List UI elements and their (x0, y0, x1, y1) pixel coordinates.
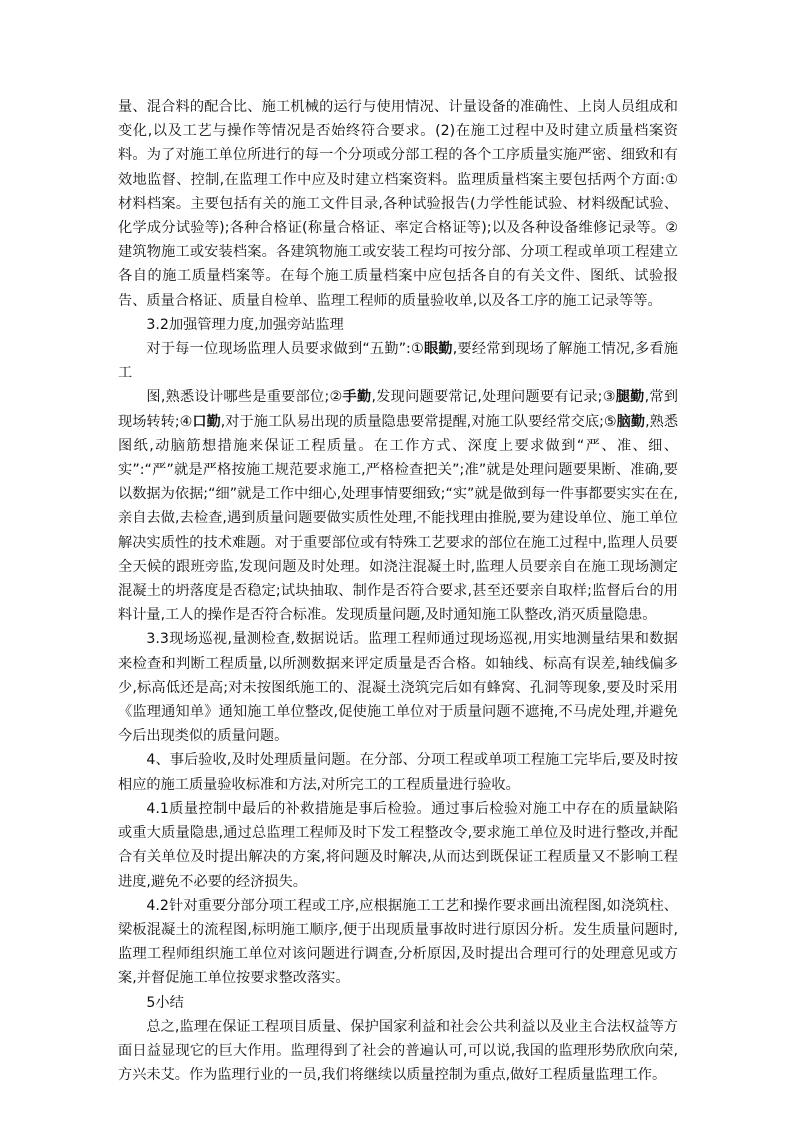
paragraph-five-diligences-detail (118, 385, 678, 627)
hand-diligence-term: 手勤 (342, 389, 372, 406)
paragraph-five-diligences-intro (118, 337, 678, 385)
five-diligences-text-1: 对于每一位现场监理人员要求做到“五勤”:① (146, 341, 424, 358)
paragraph-site-inspection: 3.3现场巡视,量测检查,数据说话。监理工程师通过现场巡视,用实地测量结果和数据来检查和判断工程质量,以所测数据来评定质量是否合格。如轴线、标高有误差,轴线偏多少,标高低还是高;对未按图纸施工的、混凝土浇筑完后如有蜂窝、孔洞等现象,要及时采用《监理通知单》通知施工单位整改,促使施工单位对于质量问题不遮掩,不马虎处理,并避免今后出现类似的质量问题。 (118, 631, 678, 745)
detail-text-4: ,对于施工队易出现的质量隐患要常提醒,对施工队要经常交底;⑤ (220, 413, 617, 430)
five-diligences-text-2: ,要经常到现场了解施工情况,多看施工 (118, 341, 678, 382)
paragraph-4-2-flowchart: 4.2针对重要分部分项工程或工序,应根据施工工艺和操作要求画出流程图,如浇筑柱、梁板混凝土的流程图,标明施工顺序,便于出现质量事故时进行原因分析。发生质量问题时,监理工程师组织施工单位对该问题进行调查,分析原因,及时提出合理可行的处理意见或方案,并督促施工单位按要求整改落实。 (118, 897, 678, 987)
detail-text-2: ,发现问题要常记,处理问题要有记录;③ (371, 389, 616, 406)
paragraph-post-acceptance: 4、事后验收,及时处理质量问题。在分部、分项工程或单项工程施工完毕后,要及时按相应的施工质量验收标准和方法,对所完工的工程质量进行验收。 (118, 752, 678, 793)
mouth-diligence-term: 口勤 (192, 413, 221, 430)
section-heading-summary: 5小结 (146, 994, 184, 1011)
leg-diligence-term: 腿勤 (615, 389, 645, 406)
detail-text-3: ,常到现场转转;④ (118, 389, 678, 430)
detail-text-5: ,熟悉图纸,动脑筋想措施来保证工程质量。在工作方式、深度上要求做到“严、准、细、实”:“严”就是严格按施工规范要求施工,严格检查把关”;准”就是处理问题要果断、准确,要以数据为依据;“细”就是工作中细心,处理事情要细致;“实”就是做到每一件事都要实实在在,亲自去做,去检查,遇到质量问题要做实质性处理,不能找理由推脱,要为建设单位、施工单位解决实质性的技术难题。对于重要部位或有特殊工艺要求的部位在施工过程中,监理人员要全天候的跟班旁监,发现问题及时处理。如浇注混凝土时,监理人员要亲自在施工现场测定混凝土的坍落度是否稳定;试块抽取、制作是否符合要求,甚至还要亲自取样;监督后台的用料计量,工人的操作是否符合标准。发现质量问题,及时通知施工队整改,消灭质量隐患。 (118, 413, 679, 624)
document-page (118, 95, 678, 1087)
section-heading-3-2: 3.2加强管理力度,加强旁站监理 (146, 316, 344, 333)
brain-diligence-term: 脑勤 (616, 413, 646, 430)
eye-diligence-term: 眼勤 (423, 341, 453, 358)
paragraph-4-1-remedial: 4.1质量控制中最后的补救措施是事后检验。通过事后检验对施工中存在的质量缺陷或重大质量隐患,通过总监理工程师及时下发工程整改令,要求施工单位及时进行整改,并配合有关单位及时提出解决的方案,将问题及时解决,从而达到既保证工程质量又不影响工程进度,避免不必要的经济损失。 (118, 800, 678, 890)
detail-text-1: 图,熟悉设计哪些是重要部位;② (146, 389, 343, 406)
paragraph-quality-archive: 量、混合料的配合比、施工机械的运行与使用情况、计量设备的准确性、上岗人员组成和变化,以及工艺与操作等情况是否始终符合要求。(2)在施工过程中及时建立质量档案资料。为了对施工单位所进行的每一个分项或分部工程的各个工序质量实施严密、细致和有效地监督、控制,在监理工作中应及时建立档案资料。监理质量档案主要包括两个方面:①材料档案。主要包括有关的施工文件目录,各种试验报告(力学性能试验、材料级配试验、化学成分试验等);各种合格证(称量合格证、率定合格证等);以及各种设备维修记录等。②建筑物施工或安装档案。各建筑物施工或安装工程均可按分部、分项工程或单项工程建立各自的施工质量档案等。在每个施工质量档案中应包括各自的有关文件、图纸、试验报告、质量合格证、质量自检单、监理工程师的质量验收单,以及各工序的施工记录等等。 (118, 99, 678, 309)
paragraph-conclusion: 总之,监理在保证工程项目质量、保护国家利益和社会公共利益以及业主合法权益等方面日益显现它的巨大作用。监理得到了社会的普遍认可,可以说,我国的监理形势欣欣向荣,方兴未艾。作为监理行业的一员,我们将继续以质量控制为重点,做好工程质量监理工作。 (118, 1018, 678, 1084)
